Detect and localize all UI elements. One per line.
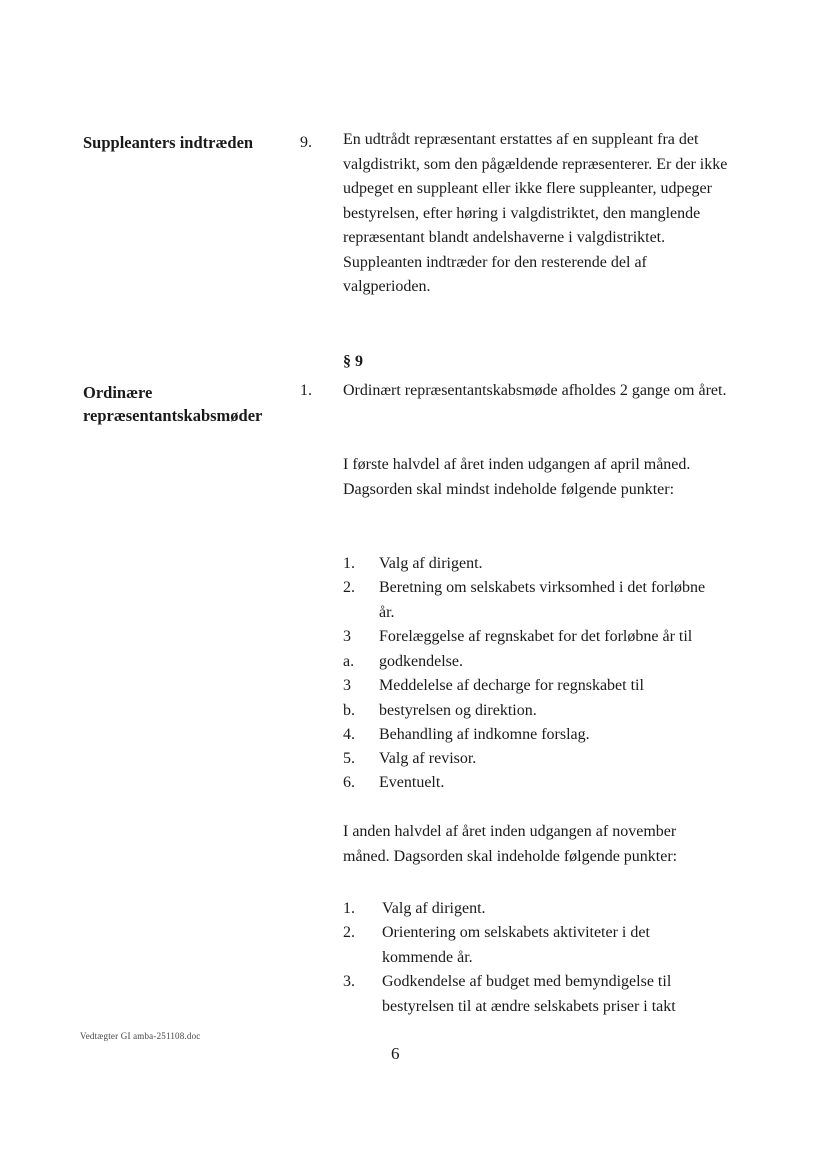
list-text: Orientering om selskabets aktiviteter i det kommende år. (382, 924, 650, 966)
list-number: 2. (343, 579, 355, 596)
section-number: 1. (300, 382, 312, 399)
list-number: 3. (343, 973, 355, 990)
list-number: 1. (343, 555, 355, 572)
section-number: 9. (300, 134, 312, 151)
list-text: Valg af dirigent. (379, 555, 483, 572)
paragraph-first-half: I første halvdel af året inden udgangen af april måned. Dagsorden skal mindst indeholde følgende punkter: (343, 456, 691, 498)
footer-filename: Vedtægter GI amba-251108.doc (80, 1031, 201, 1041)
list-text: Beretning om selskabets virksomhed i det forløbne år. (379, 579, 706, 621)
list-text: Forelæggelse af regnskabet for det forløbne år til godkendelse. (379, 628, 693, 670)
list-number: 2. (343, 924, 355, 941)
list-number: 5. (343, 750, 355, 767)
list-text: Valg af dirigent. (382, 900, 486, 917)
page-number: 6 (391, 1044, 400, 1063)
list-text: Eventuelt. (379, 774, 445, 791)
list-number: 6. (343, 774, 355, 791)
paragraph-intro: Ordinært repræsentantskabsmøde afholdes 2 gange om året. (343, 382, 727, 399)
list-number: 1. (343, 900, 355, 917)
list-text: Valg af revisor. (379, 750, 477, 767)
paragraph-suppleanters: En udtrådt repræsentant erstattes af en suppleant fra det valgdistrikt, som den pågældende repræsenterer. Er der ikke udpeget en suppleant eller ikke flere suppleanter, udpeger bestyrelsen, efter høring i valgdistriktet, den manglende repræsentant blandt andelshaverne i valgdistriktet. Suppleanten indtræder for den resterende del af valgperioden. (343, 131, 728, 295)
list-text: Godkendelse af budget med bemyndigelse til bestyrelsen til at ændre selskabets priser i takt (382, 973, 676, 1015)
list-text: Behandling af indkomne forslag. (379, 726, 590, 743)
list-text: Meddelelse af decharge for regnskabet til bestyrelsen og direktion. (379, 677, 644, 719)
list-number: 3 a. (343, 628, 355, 670)
paragraph-mark: § 9 (343, 353, 363, 370)
list-number: 3 b. (343, 677, 355, 719)
paragraph-second-half: I anden halvdel af året inden udgangen af november måned. Dagsorden skal indeholde følgende punkter: (343, 823, 678, 865)
list-number: 4. (343, 726, 355, 743)
side-heading-ordinaere: Ordinære repræsentantskabsmøder (83, 383, 263, 425)
side-heading-suppleanters: Suppleanters indtræden (83, 133, 254, 152)
